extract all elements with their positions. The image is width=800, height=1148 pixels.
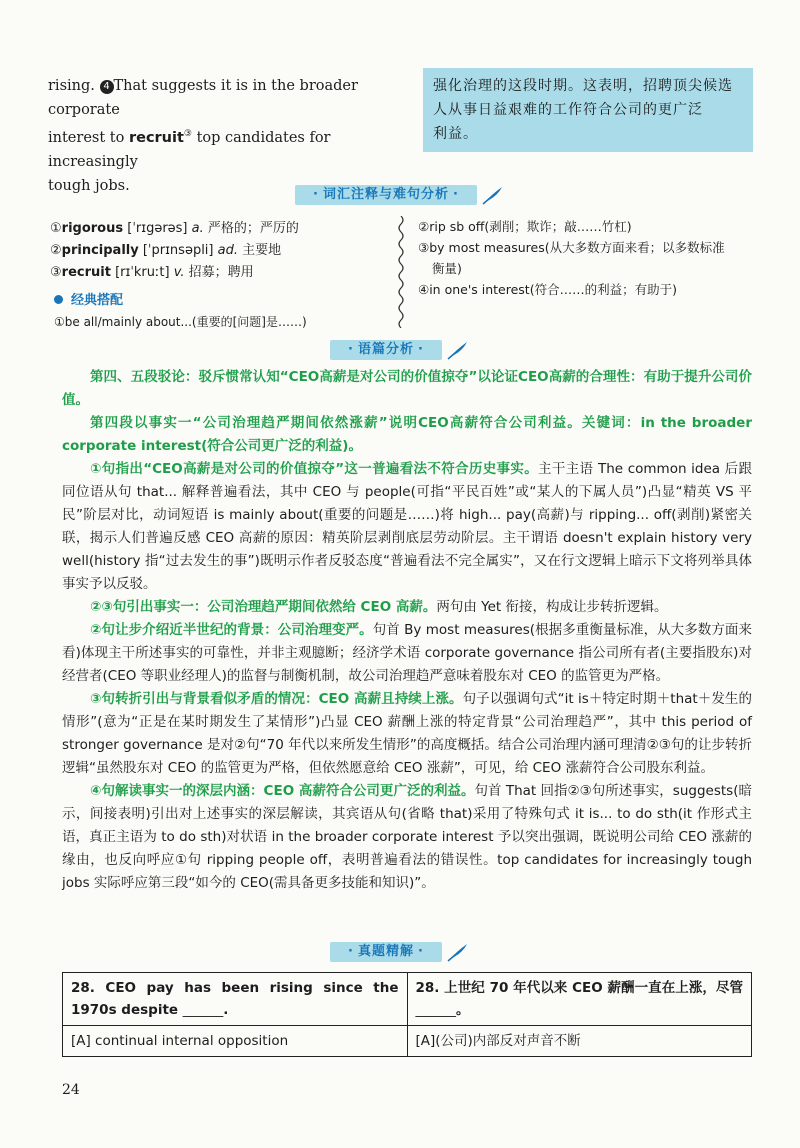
analysis-sentence-2: ②句让步介绍近半世纪的背景：公司治理变严。句首 By most measures(根据多重衡量标准，从大多数方面来看)体现主干所述事实的可靠性，并非主观臆断；经济学术语 corporate governance 指公司所有者(主要指股东)对经营者(CEO 等职业经理人)的监督与制衡机制，故公司治理趋严意味着股东对 CEO 的监管更为严格。 <box>62 622 752 684</box>
bullet-icon <box>54 295 63 304</box>
phrase-item: 衡量) <box>432 261 462 276</box>
analysis-summary: 第四、五段驳论：驳斥惯常认知“CEO高薪是对公司的价值掠夺”以论证CEO高薪的合理性：有助于提升公司价值。 <box>62 369 752 408</box>
translation-line: 人从事日益艰难的工作符合公司的更广泛 <box>433 102 703 118</box>
question-english: 28. CEO pay has been rising since the 1970s despite ______. <box>63 973 408 1026</box>
heading-text: 词汇注释与难句分析 <box>322 187 449 202</box>
collocation-item: ①be all/mainly about...(重要的[问题]是……) <box>54 315 307 329</box>
heading-bar: · 真题精解 · <box>330 942 442 962</box>
heading-text: 真题精解 <box>357 944 414 959</box>
excerpt-text: interest to <box>48 129 129 146</box>
analysis-sentence-2-3: ②③句引出事实一：公司治理趋严期间依然给 CEO 高薪。两句由 Yet 衔接，构成让步转折逻辑。 <box>90 599 668 615</box>
section-heading-vocab <box>0 184 800 206</box>
vocab-list-left <box>50 218 390 284</box>
vocab-list-right <box>418 216 763 300</box>
keyword-recruit: recruit <box>128 129 184 146</box>
page-number: 24 <box>62 1082 80 1098</box>
vocab-item: ②principally [ˈprɪnsəpli] ad. 主要地 <box>50 243 282 258</box>
option-a-english: [A] continual internal opposition <box>63 1026 408 1057</box>
section-heading-exam <box>0 941 800 963</box>
phrase-item: ②rip sb off(剥削；欺诈；敲……竹杠) <box>418 219 632 234</box>
translation-line: 强化治理的这段时期。这表明，招聘顶尖候选 <box>433 78 733 94</box>
phrase-item: ④in one's interest(符合……的利益；有助于) <box>418 282 677 297</box>
heading-text: 语篇分析 <box>357 342 414 357</box>
analysis-sentence-1: ①句指出“CEO高薪是对公司的价值掠夺”这一普遍看法不符合历史事实。主干主语 The common idea 后跟同位语从句 that... 解释普遍看法，其中 CEO 与 people(可指“平民百姓”或“某人的下属人员”)凸显“精英 VS 平民”阶层对比，动词短语 is mainly about(重要的问题是……)将 high... pay(高薪)与 ripping... off(剥削)紧密关联，揭示人们普遍反感 CEO 高薪的原因：精英阶层剥削底层劳动阶层。主干谓语 doesn't explain history very well(history 指“过去发生的事”)既明示作者反驳态度“普遍看法不完全属实”，又在行文逻辑上暗示下文将列举具体事实予以反驳。 <box>62 461 752 592</box>
quill-icon <box>481 185 505 205</box>
chinese-translation-box <box>423 68 753 152</box>
heading-bar: · 词汇注释与难句分析 · <box>295 185 477 205</box>
collocation-heading: 经典搭配 <box>54 289 123 308</box>
analysis-paragraph-four: 第四段以事实一“公司治理趋严期间依然涨薪”说明CEO高薪符合公司利益。关键词：in the broader corporate interest(符合公司更广泛的利益)。 <box>62 415 752 454</box>
vocab-item: ①rigorous [ˈrɪgərəs] a. 严格的；严厉的 <box>50 221 299 236</box>
sentence-number-icon: 4 <box>100 80 114 94</box>
analysis-sentence-3: ③句转折引出与背景看似矛盾的情况：CEO 高薪且持续上涨。句子以强调句式“it is＋特定时期＋that＋发生的情形”(意为“正是在某时期发生了某情形”)凸显 CEO 薪酬上涨的特定背景“公司治理趋严”，其中 this period of stronger governance 是对②句“70 年代以来所发生情形”的高度概括。结合公司治理内涵可理清②③句的让步转折逻辑“虽然股东对 CEO 的监管更为严格，但依然愿意给 CEO 涨薪”，可见，给 CEO 涨薪符合公司股东利益。 <box>62 691 752 776</box>
excerpt-text: tough jobs. <box>48 177 130 194</box>
quill-icon <box>446 942 470 962</box>
table-row <box>63 973 752 1026</box>
excerpt-text: That suggests it is in the broader corporate <box>48 78 358 118</box>
section-heading-analysis <box>0 339 800 361</box>
table-row <box>63 1026 752 1057</box>
heading-bar: · 语篇分析 · <box>330 340 442 360</box>
excerpt-text: rising. <box>48 78 100 94</box>
analysis-sentence-4: ④句解读事实一的深层内涵：CEO 高薪符合公司更广泛的利益。句首 That 回指②③句所述事实，suggests(暗示，间接表明)引出对上述事实的深层解读，其宾语从句(省略 that)采用了特殊句式 it is... to do sth(it 作形式主语，真正主语为 to do sth)对状语 in the broader corporate interest 予以突出强调，既说明公司给 CEO 涨薪的缘由，也反向呼应①句 ripping people off，表明普遍看法的错误性。top candidates for increasingly tough jobs 实际呼应第三段“如今的 CEO(需具备更多技能和知识)”。 <box>62 783 752 891</box>
excerpt-text: top candidates for increasingly <box>48 129 331 170</box>
phrase-item: ③by most measures(从大多数方面来看；以多数标准 <box>418 240 725 255</box>
question-chinese: 28. 上世纪 70 年代以来 CEO 薪酬一直在上涨，尽管______。 <box>407 973 752 1026</box>
answer-blank: ______ <box>182 1002 224 1018</box>
quill-icon <box>446 340 470 360</box>
translation-line: 利益。 <box>433 126 478 142</box>
footnote-marker: ③ <box>183 129 192 139</box>
english-excerpt <box>48 74 418 198</box>
vocab-item: ③recruit [rɪˈkruːt] v. 招募；聘用 <box>50 265 254 280</box>
answer-blank: ______ <box>415 1002 456 1018</box>
option-a-chinese: [A](公司)内部反对声音不断 <box>407 1026 752 1057</box>
discourse-analysis <box>62 366 752 895</box>
divider-squiggle <box>396 216 406 328</box>
exam-question-table <box>62 972 752 1057</box>
